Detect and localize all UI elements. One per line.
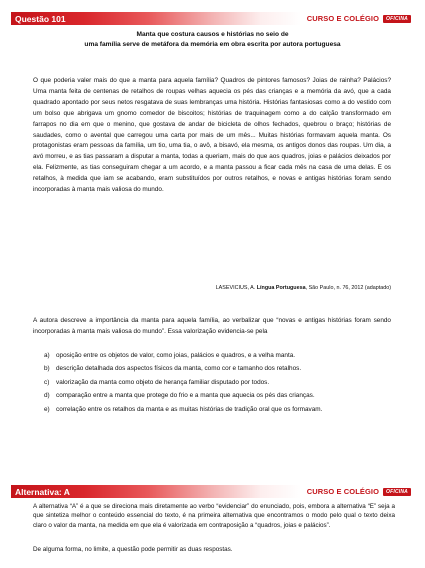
question-statement: A autora descreve a importância da manta para aquela família, ao verbalizar que “novas e antigas histórias foram sendo incorporadas à manta mais valiosa do mundo”. Essa valorização evidencia-se pela: [33, 317, 391, 335]
main-text: O que poderia valer mais do que a manta para aquela família? Quadros de pintores famosos? Joias de rainha? Palácios? Uma manta feita de centenas de retalhos de roupas velhas aquecia os pés das crianças e a memória da avó, que a cada quadrado apontado por seus netos resgatava de suas lembranças uma história. Histórias fantasiosas como a do vestido com um bolso que abrigava um gnomo comedor de biscoitos; histórias de traquinagem como a do calção transformado em farrapos no dia em que o menino, que gostava de andar de bicicleta de olhos fechados, quebrou o braço; histórias de saudades, como o avental que carregou uma carta por mais de um mês... Muitas histórias formavam aquela manta. Os protagonistas eram pessoas da família, um tio, uma tia, o avô, a bisavó, ela mesma, os antigos donos das roupas. Um dia, a avó morreu, e as tias passaram a disputar a manta, todas a queriam, mais do que aos quadros, joias e palácios deixados por ela. Felizmente, as tias conseguiram chegar a um acordo, e a manta passou a ficar cada mês na casa de uma delas. E os retalhos, à medida que iam se acabando, eram substituídos por outros retalhos, e novas e antigas histórias foram sendo incorporadas à manta mais valiosa do mundo.: [33, 77, 391, 194]
answer-note: De alguma forma, no limite, a questão pode permitir as duas respostas.: [33, 546, 233, 553]
option-text: correlação entre os retalhos da manta e as muitas histórias de tradição oral que os formavam.: [56, 405, 323, 413]
option-a: [33, 351, 391, 362]
brand-name: CURSO E COLÉGIO: [306, 487, 380, 496]
option-letter: c): [44, 378, 50, 386]
text-source: [33, 284, 391, 292]
title-line-1: Manta que costura causos e histórias no seio de: [136, 31, 289, 38]
option-letter: e): [44, 405, 50, 413]
option-text: valorização da manta como objeto de herança familiar disputado por todos.: [56, 378, 270, 386]
question-header-bar: [11, 12, 414, 25]
brand-group: [307, 487, 411, 496]
brand-name: CURSO E COLÉGIO: [306, 14, 380, 23]
source-details: , São Paulo, n. 76, 2012 (adaptado): [305, 285, 391, 291]
option-b: [33, 364, 391, 375]
option-text: oposição entre os objetos de valor, como joias, palácios e quadros, e a velha manta.: [56, 352, 296, 359]
oficina-logo: OFICINA: [383, 15, 411, 23]
option-text: descrição detalhada dos aspectos físicos da manta, como cor e tamanho dos retalhos.: [56, 365, 302, 373]
source-work: Língua Portuguesa: [256, 285, 306, 291]
source-author: LASEVICIUS, A.: [215, 285, 256, 291]
option-d: [33, 391, 391, 402]
option-letter: d): [44, 392, 50, 400]
answer-label: Alternativa: A: [15, 486, 70, 497]
option-letter: a): [44, 352, 50, 359]
option-letter: b): [44, 365, 50, 373]
option-text: comparação entre a manta que protege do frio e a manta que aquecia os pés das crianças.: [56, 392, 315, 400]
text-title: [20, 30, 405, 50]
oficina-logo: OFICINA: [383, 488, 411, 496]
question-label: Questão 101: [15, 13, 66, 24]
answer-options: [33, 351, 391, 418]
option-c: [33, 378, 391, 389]
answer-header-bar: [11, 485, 414, 498]
option-e: [33, 405, 391, 416]
brand-group: [307, 14, 411, 23]
answer-explanation: A alternativa “A” é a que se direciona mais diretamente ao verbo “evidenciar” do enunciado, pois, embora a alternativa “E” seja a que sintetiza melhor o conteúdo essencial do texto, é na primeira alternativa que encontramos o modo pelo qual o texto deixa claro o valor da manta, na medida em que ela é valorizada em contraposição a “quadros, joias e palácios”.: [33, 503, 395, 529]
title-line-2: uma família serve de metáfora da memória em obra escrita por autora portuguesa: [84, 41, 341, 48]
